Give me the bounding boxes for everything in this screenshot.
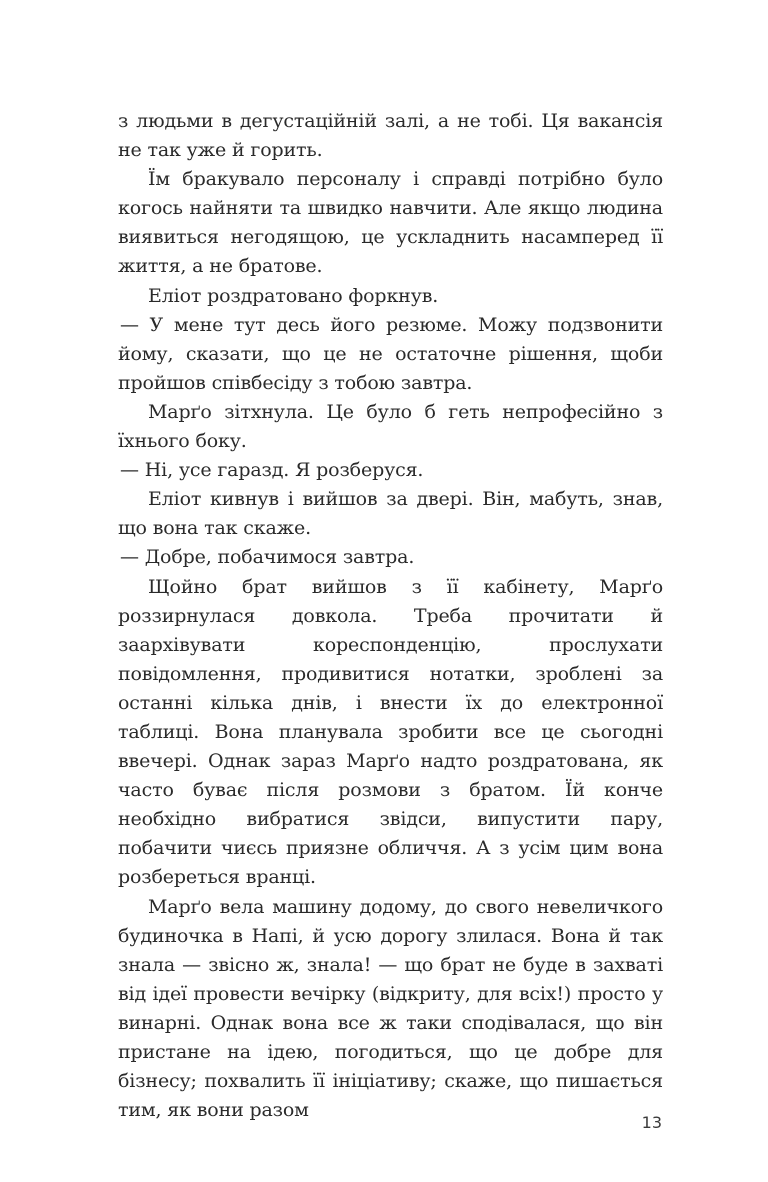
body-text bbox=[118, 107, 663, 1125]
paragraph: Еліот роздратовано форкнув. bbox=[148, 284, 439, 307]
paragraph: Їм бракувало персоналу і справді потрібно було когось найняти та швидко навчити. Але якщо людина виявиться негодящою, це ускладнить насамперед її життя, а не братове. bbox=[118, 168, 663, 278]
dialog-line: — У мене тут десь його резюме. Можу подзвонити йому, сказати, що це не остаточне рішення, щоби пройшов співбесіду з тобою завтра. bbox=[118, 313, 663, 394]
page-number: 13 bbox=[641, 1113, 662, 1132]
paragraph: Щойно брат вийшов з її кабінету, Марґо роззирнулася довкола. Треба прочитати й заархівувати кореспонденцію, прослухати повідомлення, продивитися нотатки, зроблені за останні кілька днів, і внести їх до електронної таблиці. Вона планувала зробити все це сьогодні ввечері. Однак зараз Марґо надто роздратована, як часто буває після розмови з братом. Їй конче необхідно вибратися звідси, випустити пару, побачити чиєсь приязне обличчя. А з усім цим вона розбереться вранці. bbox=[118, 575, 663, 889]
paragraph-continuation: з людьми в дегустаційній залі, а не тобі. Ця вакансія не так уже й горить. bbox=[118, 110, 663, 162]
paragraph: Еліот кивнув і вийшов за двері. Він, мабуть, знав, що вона так скаже. bbox=[118, 488, 663, 540]
dialog-line: — Добре, побачимося завтра. bbox=[120, 546, 415, 569]
dialog-line: — Ні, усе гаразд. Я розберуся. bbox=[120, 459, 424, 482]
paragraph: Марґо зітхнула. Це було б геть непрофесійно з їхнього боку. bbox=[118, 400, 663, 453]
paragraph: Марґо вела машину додому, до свого невеличкого будиночка в Напі, й усю дорогу злилася. Вона й так знала — звісно ж, знала! — що брат не буде в захваті від ідеї провести вечірку (відкриту, для всіх!) просто у винарні. Однак вона все ж таки сподівалася, що він пристане на ідею, погодиться, що це добре для бізнесу; похвалить її ініціативу; скаже, що пишається тим, як вони разом bbox=[118, 895, 663, 1122]
